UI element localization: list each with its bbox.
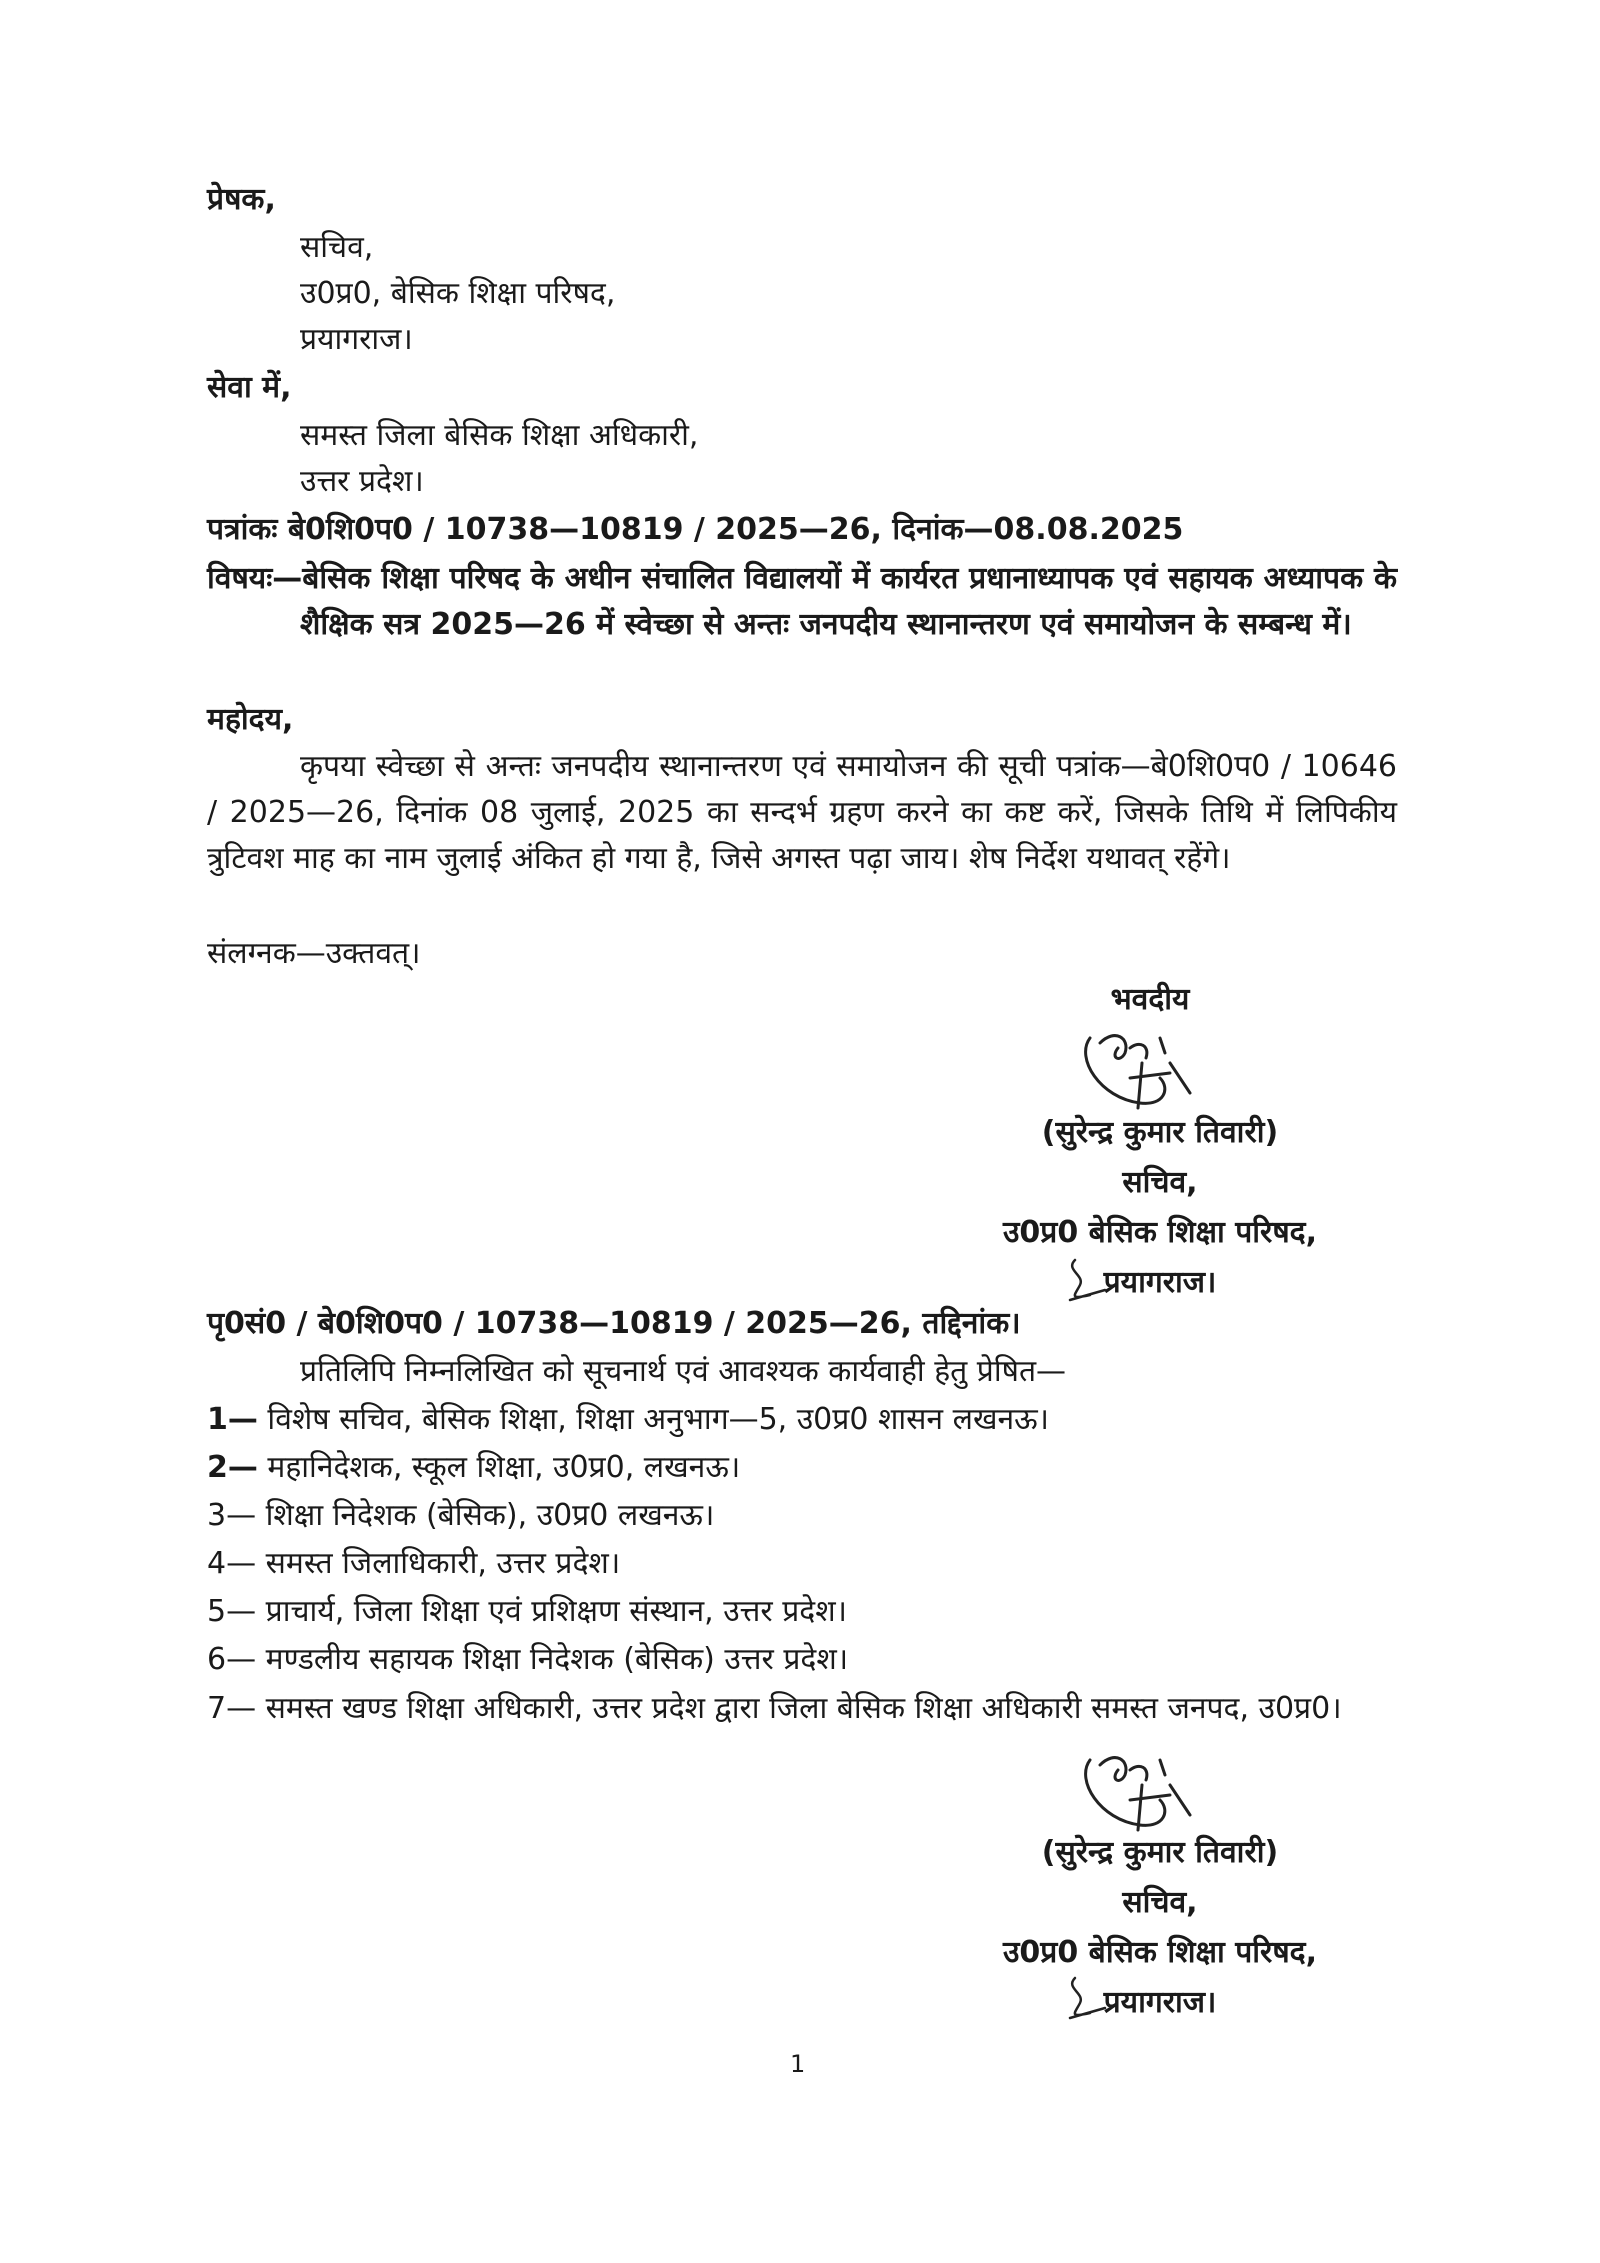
- page-number: 1: [790, 2050, 806, 2078]
- recipient-line-2: उत्तर प्रदेश।: [300, 464, 424, 499]
- copy-item-6: [207, 1638, 848, 1682]
- copy-item-5: [207, 1590, 847, 1634]
- copy-text: प्राचार्य, जिला शिक्षा एवं प्रशिक्षण संस्थान, उत्तर प्रदेश।: [265, 1594, 847, 1629]
- signatory-block-1: [960, 1108, 1360, 1308]
- enclosure: संलग्नक—उक्तवत्।: [207, 936, 421, 971]
- signatory-org: उ0प्र0 बेसिक शिक्षा परिषद,: [1002, 1215, 1317, 1250]
- closing: भवदीय: [1110, 982, 1190, 1017]
- letter-body: कृपया स्वेच्छा से अन्तः जनपदीय स्थानान्तरण एवं समायोजन की सूची पत्रांक—बे0शि0प0 / 10646 / 2025—26, दिनांक 08 जुलाई, 2025 का सन्दर्भ ग्रहण करने का कष्ट करें, जिसके तिथि में लिपिकीय त्रुटिवश माह का नाम जुलाई अंकित हो गया है, जिसे अगस्त पढ़ा जाय। शेष निर्देश यथावत् रहेंगे।: [207, 749, 1397, 876]
- copy-intro: प्रतिलिपि निम्नलिखित को सूचनार्थ एवं आवश्यक कार्यवाही हेतु प्रेषित—: [300, 1354, 1067, 1389]
- copy-item-7: [207, 1686, 1397, 1732]
- copy-item-2: [207, 1446, 740, 1490]
- subject: [207, 556, 1397, 648]
- signatory-designation: सचिव,: [1122, 1885, 1198, 1920]
- recipient-line-1: समस्त जिला बेसिक शिक्षा अधिकारी,: [300, 418, 699, 453]
- letter-reference: पत्रांकः बे0शि0प0 / 10738—10819 / 2025—26, दिनांक—08.08.2025: [207, 512, 1184, 547]
- copy-num: 3—: [207, 1498, 257, 1533]
- copy-item-3: [207, 1494, 714, 1538]
- copy-num: 4—: [207, 1546, 257, 1581]
- copy-text: महानिदेशक, स्कूल शिक्षा, उ0प्र0, लखनऊ।: [267, 1450, 741, 1485]
- recipient-label: सेवा में,: [207, 370, 292, 405]
- subject-text: बेसिक शिक्षा परिषद के अधीन संचालित विद्यालयों में कार्यरत प्रधानाध्यापक एवं सहायक अध्यापक के शैक्षिक सत्र 2025—26 में स्वेच्छा से अन्तः जनपदीय स्थानान्तरण एवं समायोजन के सम्बन्ध में।: [300, 561, 1397, 642]
- signatory-block-2: [960, 1828, 1360, 2028]
- initial-mark-1: [1060, 1250, 1120, 1310]
- sender-line-2: उ0प्र0, बेसिक शिक्षा परिषद,: [300, 276, 616, 311]
- signatory-designation: सचिव,: [1122, 1165, 1198, 1200]
- copy-text: समस्त जिलाधिकारी, उत्तर प्रदेश।: [265, 1546, 621, 1581]
- copy-text: मण्डलीय सहायक शिक्षा निदेशक (बेसिक) उत्तर प्रदेश।: [265, 1642, 849, 1677]
- copy-item-4: [207, 1542, 620, 1586]
- copy-text: समस्त खण्ड शिक्षा अधिकारी, उत्तर प्रदेश द्वारा जिला बेसिक शिक्षा अधिकारी समस्त जनपद, उ0प्र0।: [265, 1691, 1342, 1726]
- signatory-org: उ0प्र0 बेसिक शिक्षा परिषद,: [1002, 1935, 1317, 1970]
- copy-reference: पृ0सं0 / बे0शि0प0 / 10738—10819 / 2025—26, तद्दिनांक।: [207, 1306, 1021, 1341]
- copy-num: 6—: [207, 1642, 257, 1677]
- signatory-name: (सुरेन्द्र कुमार तिवारी): [1041, 1115, 1279, 1150]
- subject-label: विषयः—: [207, 561, 303, 596]
- signatory-name: (सुरेन्द्र कुमार तिवारी): [1041, 1835, 1279, 1870]
- salutation: महोदय,: [207, 702, 294, 737]
- sender-line-3: प्रयागराज।: [300, 322, 413, 357]
- copy-num: 1—: [207, 1402, 258, 1437]
- copy-num: 7—: [207, 1691, 257, 1726]
- signatory-place: प्रयागराज।: [1103, 1265, 1217, 1300]
- signatory-place: प्रयागराज।: [1103, 1985, 1217, 2020]
- copy-item-1: [207, 1398, 1049, 1442]
- signature-1: [1070, 1018, 1220, 1118]
- initial-mark-2: [1060, 1968, 1120, 2028]
- sender-line-1: सचिव,: [300, 230, 374, 265]
- sender-label: प्रेषक,: [207, 182, 276, 217]
- copy-num: 2—: [207, 1450, 258, 1485]
- copy-text: विशेष सचिव, बेसिक शिक्षा, शिक्षा अनुभाग—5, उ0प्र0 शासन लखनऊ।: [267, 1402, 1050, 1437]
- copy-text: शिक्षा निदेशक (बेसिक), उ0प्र0 लखनऊ।: [265, 1498, 715, 1533]
- signature-2: [1070, 1740, 1220, 1840]
- copy-num: 5—: [207, 1594, 257, 1629]
